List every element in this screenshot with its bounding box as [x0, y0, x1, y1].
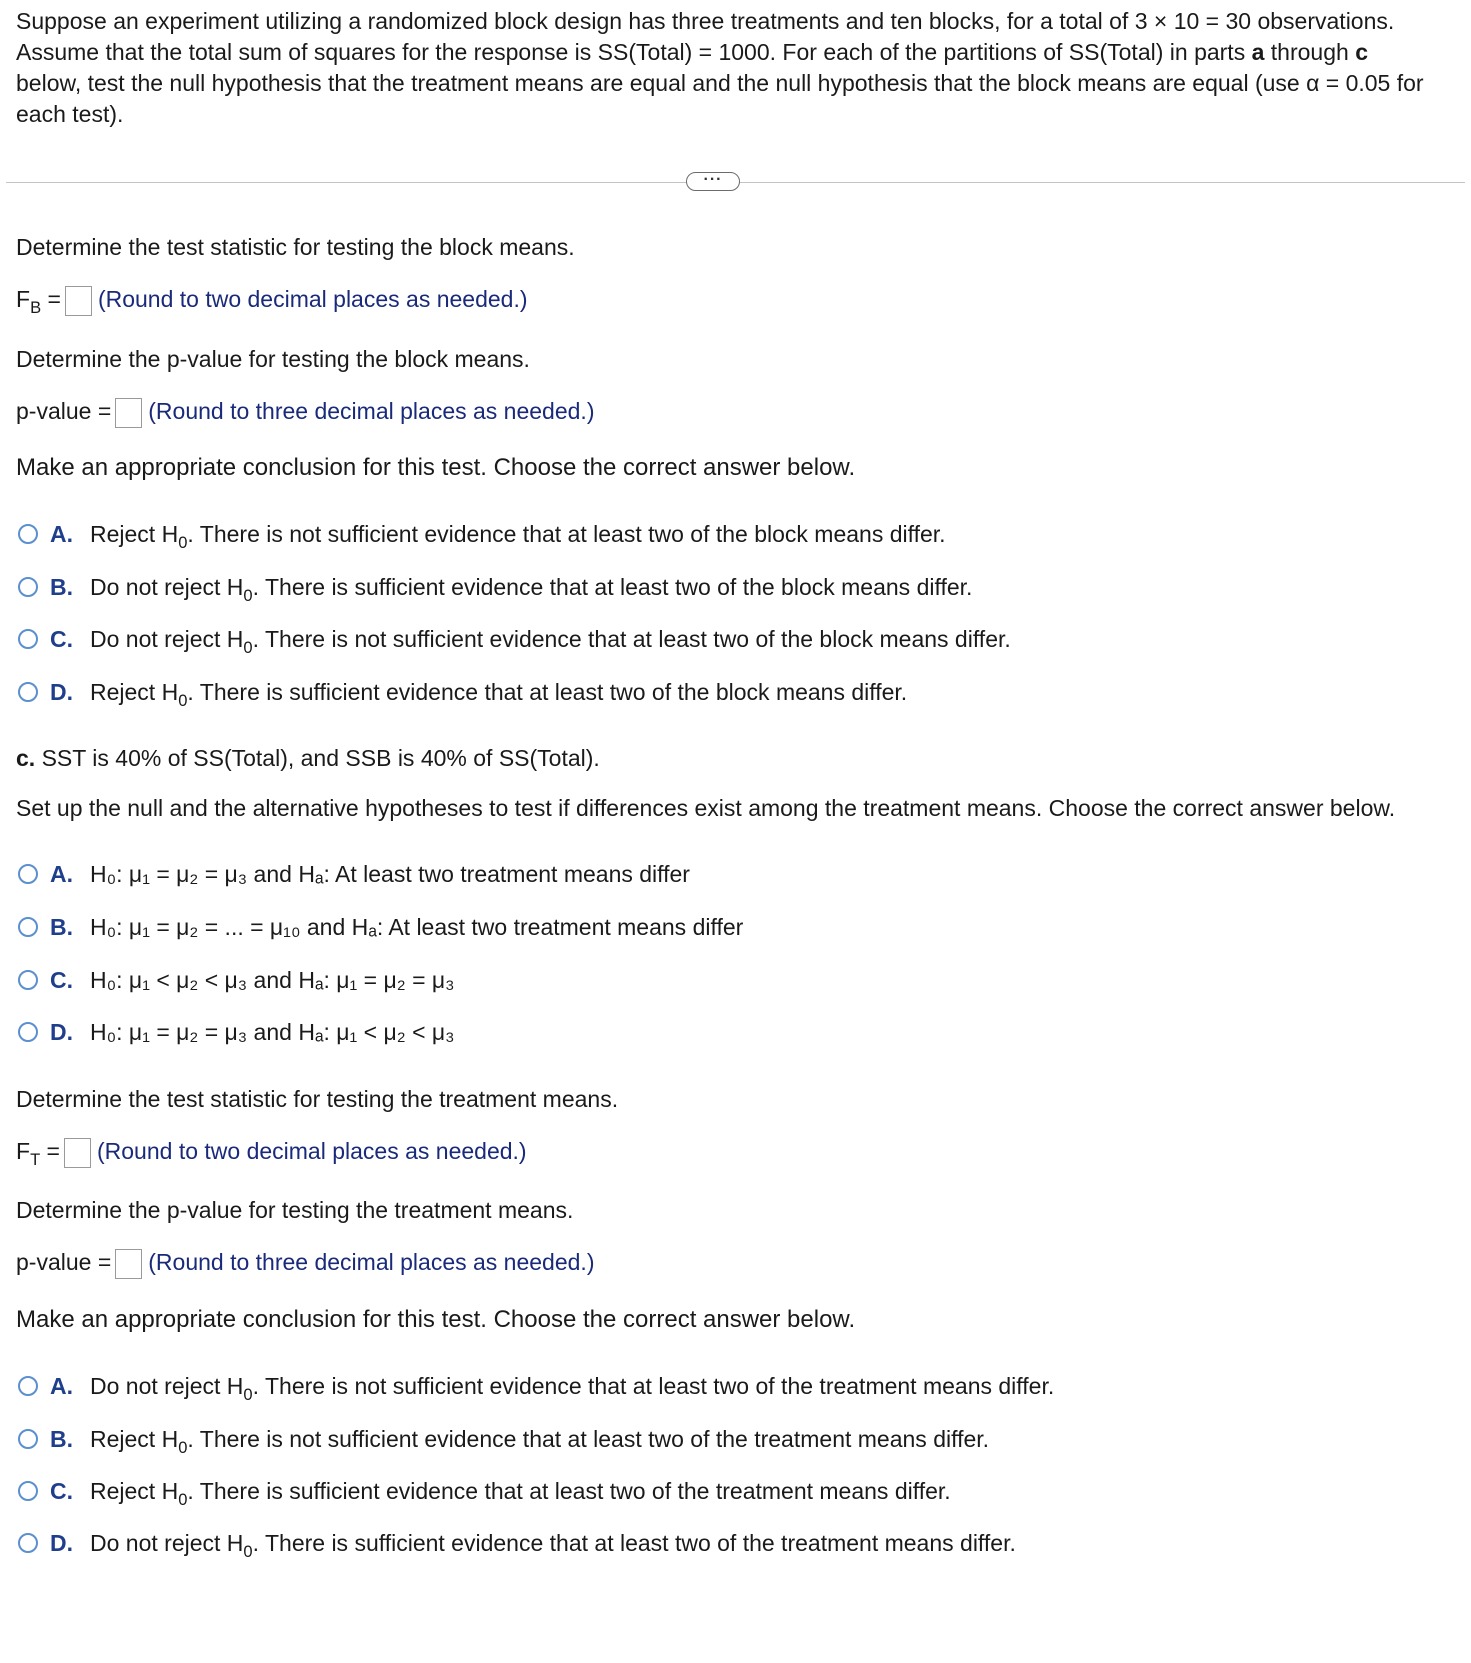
option-text: H₀: μ₁ = μ₂ = μ₃ and Hₐ: At least two treatment means differ — [90, 861, 690, 887]
treatment-option-d[interactable] — [18, 1530, 1016, 1561]
treatment-conclusion-prompt: Make an appropriate conclusion for this test. Choose the correct answer below. — [16, 1306, 856, 1333]
part-c-label: c. — [16, 745, 36, 771]
block-stat-input[interactable] — [65, 286, 92, 316]
hyp-option-b[interactable] — [18, 914, 743, 941]
treatment-option-a[interactable] — [18, 1373, 1055, 1404]
block-stat-prompt: Determine the test statistic for testing the block means. — [16, 234, 575, 260]
option-letter: A. — [50, 1373, 73, 1399]
intro-line-2a: Assume that the total sum of squares for the response is SS(Total) = 1000. For each of the partitions of SS(Total) in parts — [16, 39, 1252, 65]
option-text-post: . There is sufficient evidence that at least two of the block means differ. — [187, 679, 908, 705]
intro-line-1: Suppose an experiment utilizing a randomized block design has three treatments and ten blocks, for a total of 3 × 10 = 30 observations. — [16, 8, 1395, 34]
radio-icon[interactable] — [18, 682, 38, 702]
option-text-post: . There is sufficient evidence that at least two of the treatment means differ. — [187, 1478, 951, 1504]
block-p-prompt: Determine the p-value for testing the block means. — [16, 346, 530, 372]
block-option-c[interactable] — [18, 626, 1011, 657]
treatment-p-label: p-value = — [16, 1249, 112, 1276]
option-text-pre: Reject H — [90, 521, 179, 547]
radio-icon[interactable] — [18, 629, 38, 649]
option-text-pre: Do not reject H — [90, 1373, 244, 1399]
option-text-sub: 0 — [178, 1489, 188, 1509]
intro-line-2b: through — [1264, 39, 1356, 65]
option-text-sub: 0 — [178, 532, 188, 552]
radio-icon[interactable] — [18, 1481, 38, 1501]
block-p-row — [16, 398, 594, 428]
treatment-stat-row — [16, 1138, 527, 1168]
block-stat-row — [16, 286, 528, 316]
option-text-pre: Do not reject H — [90, 626, 244, 652]
block-option-a[interactable] — [18, 521, 946, 552]
block-stat-sub: B — [30, 297, 42, 317]
option-letter: A. — [50, 861, 73, 887]
treatment-stat-label: F — [16, 1138, 31, 1165]
option-letter: D. — [50, 679, 73, 705]
option-text-post: . There is sufficient evidence that at least two of the block means differ. — [252, 574, 973, 600]
option-text-pre: Do not reject H — [90, 1530, 244, 1556]
option-text-sub: 0 — [178, 690, 188, 710]
treatment-p-hint: (Round to three decimal places as needed.) — [148, 1249, 595, 1276]
option-text-post: . There is not sufficient evidence that at least two of the treatment means differ. — [252, 1373, 1055, 1399]
option-text-post: . There is not sufficient evidence that at least two of the treatment means differ. — [187, 1426, 990, 1452]
option-letter: D. — [50, 1019, 73, 1045]
option-letter: B. — [50, 574, 73, 600]
option-text-sub: 0 — [243, 637, 253, 657]
radio-icon[interactable] — [18, 524, 38, 544]
option-text-sub: 0 — [178, 1437, 188, 1457]
treatment-p-prompt: Determine the p-value for testing the treatment means. — [16, 1197, 574, 1223]
block-p-label: p-value = — [16, 398, 112, 425]
option-text-pre: Reject H — [90, 679, 179, 705]
radio-icon[interactable] — [18, 1376, 38, 1396]
treatment-p-row — [16, 1249, 594, 1279]
option-letter: D. — [50, 1530, 73, 1556]
option-text-post: . There is not sufficient evidence that at least two of the block means differ. — [252, 626, 1011, 652]
block-stat-label: F — [16, 286, 31, 313]
block-stat-hint: (Round to two decimal places as needed.) — [97, 286, 528, 313]
block-option-b[interactable] — [18, 574, 973, 605]
radio-icon[interactable] — [18, 1022, 38, 1042]
option-text-sub: 0 — [243, 1541, 253, 1561]
option-letter: C. — [50, 1478, 73, 1504]
option-text-post: . There is sufficient evidence that at least two of the treatment means differ. — [252, 1530, 1016, 1556]
option-text-pre: Reject H — [90, 1426, 179, 1452]
problem-statement — [16, 6, 1456, 130]
hyp-option-a[interactable] — [18, 861, 690, 888]
option-text: H₀: μ₁ = μ₂ = μ₃ and Hₐ: μ₁ < μ₂ < μ₃ — [90, 1019, 455, 1045]
hyp-option-d[interactable] — [18, 1019, 455, 1046]
part-c-heading — [16, 745, 600, 772]
option-letter: C. — [50, 967, 73, 993]
intro-line-3: below, test the null hypothesis that the treatment means are equal and the null hypothesis that the block means are equal (use α = 0.05 for — [16, 70, 1424, 96]
part-c-text: SST is 40% of SS(Total), and SSB is 40% of SS(Total). — [35, 745, 600, 771]
treatment-stat-input[interactable] — [64, 1138, 91, 1168]
option-letter: B. — [50, 914, 73, 940]
block-stat-eq: = — [41, 286, 61, 313]
option-text: H₀: μ₁ = μ₂ = ... = μ₁₀ and Hₐ: At least two treatment means differ — [90, 914, 744, 940]
treatment-option-b[interactable] — [18, 1426, 990, 1457]
radio-icon[interactable] — [18, 1533, 38, 1553]
treatment-stat-sub: T — [30, 1149, 41, 1169]
radio-icon[interactable] — [18, 970, 38, 990]
option-letter: C. — [50, 626, 73, 652]
treatment-stat-hint: (Round to two decimal places as needed.) — [97, 1138, 527, 1165]
option-text-pre: Do not reject H — [90, 574, 244, 600]
option-text: H₀: μ₁ < μ₂ < μ₃ and Hₐ: μ₁ = μ₂ = μ₃ — [90, 967, 455, 993]
expand-more-button[interactable]: ··· — [686, 172, 740, 191]
option-text-sub: 0 — [243, 585, 253, 605]
treatment-stat-prompt: Determine the test statistic for testing the treatment means. — [16, 1086, 619, 1112]
radio-icon[interactable] — [18, 577, 38, 597]
treatment-option-c[interactable] — [18, 1478, 951, 1509]
intro-part-c: c — [1355, 39, 1368, 65]
hyp-prompt: Set up the null and the alternative hypotheses to test if differences exist among the treatment means. Choose the correct answer below. — [16, 795, 1396, 821]
treatment-p-input[interactable] — [115, 1249, 142, 1279]
radio-icon[interactable] — [18, 917, 38, 937]
intro-part-a: a — [1251, 39, 1265, 65]
option-letter: B. — [50, 1426, 73, 1452]
radio-icon[interactable] — [18, 1429, 38, 1449]
treatment-stat-eq: = — [40, 1138, 60, 1165]
block-conclusion-prompt: Make an appropriate conclusion for this test. Choose the correct answer below. — [16, 454, 856, 481]
option-text-sub: 0 — [243, 1384, 253, 1404]
hyp-option-c[interactable] — [18, 967, 455, 994]
intro-line-4: each test). — [16, 101, 124, 127]
block-p-hint: (Round to three decimal places as needed.) — [148, 398, 595, 425]
radio-icon[interactable] — [18, 864, 38, 884]
block-option-d[interactable] — [18, 679, 908, 710]
option-text-post: . There is not sufficient evidence that at least two of the block means differ. — [187, 521, 946, 547]
block-p-input[interactable] — [115, 398, 142, 428]
option-letter: A. — [50, 521, 73, 547]
option-text-pre: Reject H — [90, 1478, 179, 1504]
